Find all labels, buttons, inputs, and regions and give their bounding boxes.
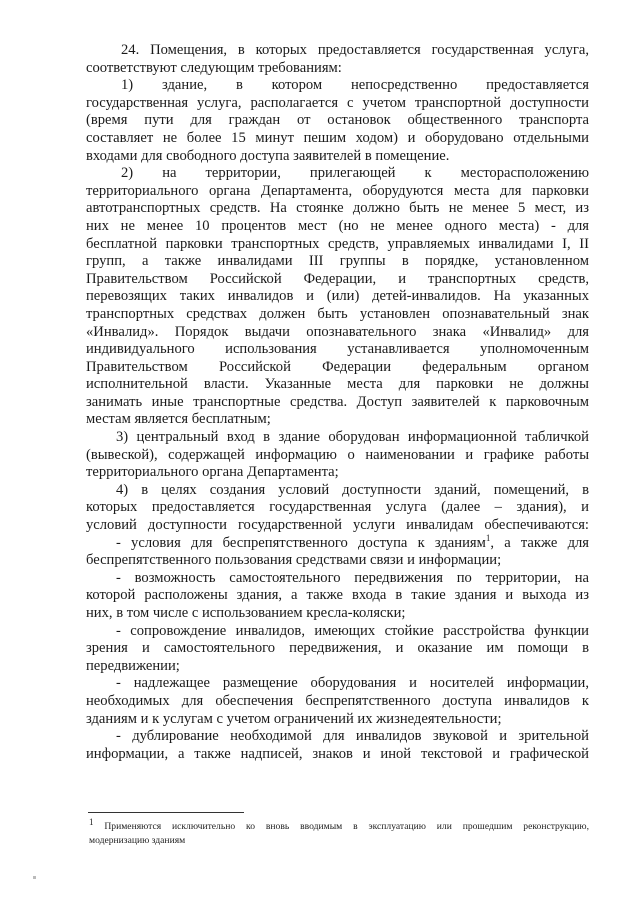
text-line: беспрепятственного пользования средствами связи и информации;	[86, 552, 502, 569]
text-line: них, в том числе с использованием кресла-коляски;	[86, 605, 406, 621]
text-line: них не менее 10 процентов мест (но не менее одного места) - для	[86, 217, 589, 234]
text-line: местам является бесплатным;	[86, 411, 271, 428]
text-line: территориального органа Департамента;	[86, 464, 339, 481]
text-line: соответствуют следующим требованиям:	[86, 59, 342, 76]
footnote	[89, 816, 589, 848]
text-line: Правительством Российской Федерации, и транспортных средств,	[86, 270, 589, 287]
text-line: бесплатной парковки транспортных средств, управляемых инвалидами I, II	[86, 235, 589, 252]
text-line: необходимых для обеспечения беспрепятственного доступа инвалидов к	[86, 692, 589, 709]
text-line: занимать иные транспортные средства. Доступ заявителей к парковочным	[86, 393, 589, 410]
scan-speck	[33, 876, 36, 879]
text-line: 2) на территории, прилегающей к месторасположению	[121, 165, 589, 182]
text-line: транспортных средствах должен быть установлен опознавательный знак	[86, 305, 589, 322]
text-line: 3) центральный вход в здание оборудован информационной табличкой	[116, 429, 589, 446]
footnote-ref[interactable]: 1	[485, 532, 491, 543]
text-line: автотранспортных средств. На стоянке должно быть не менее 5 мест, из	[86, 200, 589, 217]
text-line: входами для свободного доступа заявителей в помещение.	[86, 147, 450, 164]
text-line: территориального органа Департамента, оборудуются места для парковки	[86, 182, 589, 199]
text-line: государственная услуга, располагается с учетом транспортной доступности	[86, 94, 589, 111]
text-line-with-footnote	[86, 532, 589, 553]
text-line: (вывеской), содержащей информацию о наименовании и графике работы	[86, 446, 589, 463]
text-line: (время пути для граждан от остановок общественного транспорта	[86, 112, 589, 129]
body-text	[86, 42, 589, 763]
text-line: - сопровождение инвалидов, имеющих стойкие расстройства функции	[116, 622, 589, 639]
text-line: «Инвалид». Порядок выдачи опознавательного знака «Инвалид» для	[86, 323, 589, 340]
line-text-tail: , а также для	[490, 534, 589, 551]
text-line: информации, а также надписей, знаков и иной текстовой и графической	[86, 745, 589, 762]
text-line: которой расположены здания, а также входа в такие здания и выхода из	[86, 587, 589, 604]
line-text: - условия для беспрепятственного доступа к зданиям	[116, 534, 486, 551]
text-line: передвижении;	[86, 657, 180, 674]
text-line: индивидуального использования устанавливается уполномоченным	[86, 341, 589, 358]
footnote-line: модернизацию зданиям	[89, 835, 186, 846]
text-line: составляет не более 15 минут пешим ходом) и оборудовано отдельными	[86, 129, 589, 146]
text-line: условий доступности государственной услуги инвалидам обеспечиваются:	[86, 517, 589, 534]
footnote-line	[89, 816, 589, 834]
text-line: перевозящих таких инвалидов и (или) детей-инвалидов. На указанных	[86, 288, 589, 305]
text-line: групп, а также инвалидами III группы в порядке, установленном	[86, 253, 589, 270]
text-line: которых предоставляется государственная услуга (далее – здания), и	[86, 499, 589, 516]
text-line: - возможность самостоятельного передвижения по территории, на	[116, 569, 589, 586]
text-line: исполнительной власти. Указанные места для парковки не должны	[86, 376, 589, 393]
footnote-text: Применяются исключительно ко вновь вводимым в эксплуатацию или прошедшим реконструкцию,	[104, 821, 589, 832]
text-line: - надлежащее размещение оборудования и носителей информации,	[116, 675, 589, 692]
text-line: 1) здание, в котором непосредственно предоставляется	[121, 77, 589, 94]
text-line: 4) в целях создания условий доступности зданий, помещений, в	[116, 481, 589, 498]
text-line: 24. Помещения, в которых предоставляется государственная услуга,	[121, 42, 589, 58]
text-line: - дублирование необходимой для инвалидов звуковой и зрительной	[116, 728, 589, 745]
footnote-divider	[88, 812, 244, 813]
text-line: Правительством Российской Федерации федеральным органом	[86, 358, 589, 375]
text-line: зрения и самостоятельного передвижения, и оказание им помощи в	[86, 640, 589, 657]
text-line: зданиям и к услугам с учетом ограничений их жизнедеятельности;	[86, 710, 502, 727]
footnote-marker: 1	[89, 816, 94, 827]
